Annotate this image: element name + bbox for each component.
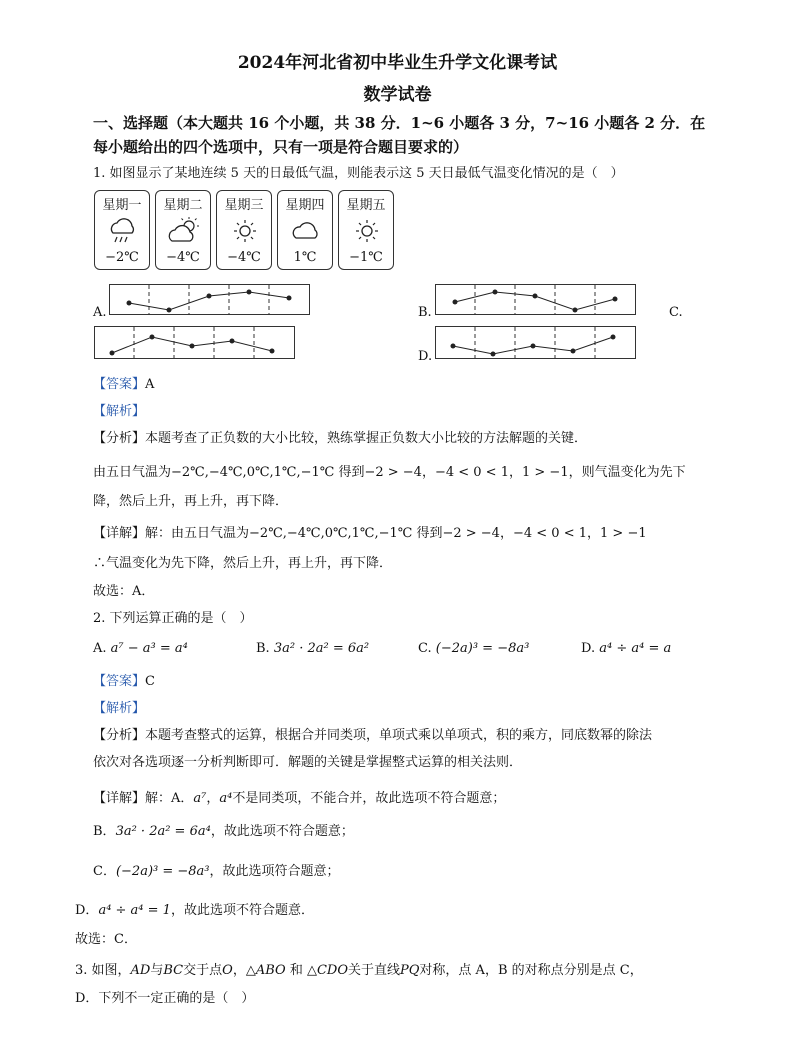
math: 3a² · 2a² = 6a⁴ bbox=[115, 824, 211, 839]
q2-choose: 故选：C． bbox=[75, 932, 137, 947]
math: 1 > −1 bbox=[522, 465, 569, 480]
text: 解：A． bbox=[145, 791, 194, 806]
q1-explain-line2: 降，然后上升，再上升，再下降． bbox=[93, 494, 289, 509]
q1-analysis-label: 【解析】 bbox=[93, 404, 146, 419]
text: B． bbox=[93, 824, 116, 839]
q1-option-a-label: A. bbox=[93, 305, 107, 320]
text: 得到 bbox=[416, 526, 443, 541]
weather-card-mon bbox=[94, 190, 150, 270]
q2-stem: 2. 下列运算正确的是（ ） bbox=[93, 611, 253, 626]
answer-label: 【答案】 bbox=[93, 377, 146, 392]
text: 关于直线 bbox=[348, 963, 401, 978]
weather-card-fri bbox=[338, 190, 394, 270]
q1-fenxi bbox=[93, 427, 587, 446]
section-header-line2: 每小题给出的四个选项中，只有一项是符合题目要求的） bbox=[93, 138, 469, 156]
text: ，故此选项不符合题意． bbox=[170, 903, 314, 918]
q1-option-a-graph bbox=[109, 284, 311, 316]
detail-label: 【详解】 bbox=[93, 526, 146, 541]
cloud-icon bbox=[290, 217, 322, 245]
q2-detail-d bbox=[75, 899, 314, 918]
q1-detail-line2: ∴气温变化为先下降，然后上升，再上升，再下降． bbox=[93, 556, 393, 571]
day-temp: −4℃ bbox=[166, 250, 200, 265]
text: ，则气温变化为先下 bbox=[568, 465, 686, 480]
section-header-line1: 一、选择题（本大题共 16 个小题，共 38 分．1~6 小题各 3 分，7~16 小题各 2 分．在 bbox=[93, 114, 706, 132]
text: 解：由五日气温为 bbox=[145, 526, 250, 541]
answer-value: C bbox=[145, 674, 155, 689]
q1-answer bbox=[93, 373, 154, 392]
q3-stem-line1 bbox=[75, 959, 643, 978]
q1-option-b-graph bbox=[435, 284, 637, 316]
math: −4 < 0 < 1 bbox=[434, 465, 509, 480]
q1-option-c-label: C. bbox=[669, 305, 683, 320]
weather-card-tue bbox=[155, 190, 211, 270]
day-name: 星期三 bbox=[224, 198, 264, 213]
q2-option-b bbox=[256, 641, 369, 656]
math: 1 > −1 bbox=[600, 526, 647, 541]
day-name: 星期一 bbox=[102, 198, 142, 213]
exam-title: 2024年河北省初中毕业生升学文化课考试 bbox=[237, 53, 558, 73]
day-name: 星期二 bbox=[163, 198, 203, 213]
q2-option-d bbox=[581, 641, 671, 656]
day-temp: −4℃ bbox=[227, 250, 261, 265]
q1-option-d-graph bbox=[435, 326, 637, 360]
math: PQ bbox=[400, 963, 420, 978]
q1-option-c-graph bbox=[94, 326, 296, 360]
text: ， bbox=[232, 963, 246, 978]
text: 3. 如图， bbox=[75, 963, 131, 978]
math: a⁴ ÷ a⁴ = a bbox=[599, 641, 672, 656]
label: C. bbox=[418, 641, 432, 656]
text: 不是同类项，不能合并，故此选项不符合题意； bbox=[232, 791, 506, 806]
q2-option-a bbox=[93, 641, 188, 656]
answer-value: A bbox=[145, 377, 155, 392]
weather-card-thu bbox=[277, 190, 333, 270]
q2-fenxi-line2: 依次对各选项逐一分析判断即可．解题的关键是掌握整式运算的相关法则． bbox=[93, 755, 523, 770]
text: 与 bbox=[150, 963, 164, 978]
text: 对称，点 A，B 的对称点分别是点 C， bbox=[419, 963, 643, 978]
day-temp: 1℃ bbox=[293, 250, 317, 265]
q2-detail-c bbox=[93, 860, 340, 879]
sun-icon bbox=[351, 217, 383, 245]
q1-option-b-label: B. bbox=[418, 305, 432, 320]
math: −4 < 0 < 1 bbox=[512, 526, 587, 541]
fenxi-text: 本题考查了正负数的大小比较，熟练掌握正负数大小比较的方法解题的关键． bbox=[145, 431, 588, 446]
text: 和 bbox=[289, 963, 303, 978]
math: BC bbox=[163, 963, 184, 978]
math: (−2a)³ = −8a³ bbox=[115, 864, 210, 879]
q1-choose: 故选：A． bbox=[93, 584, 155, 599]
q2-analysis-label: 【解析】 bbox=[93, 701, 146, 716]
sun-icon bbox=[229, 217, 261, 245]
math: −2 > −4 bbox=[442, 526, 500, 541]
q3-stem-line2: D．下列不一定正确的是（ ） bbox=[75, 991, 255, 1006]
day-name: 星期五 bbox=[346, 198, 386, 213]
rain-cloud-icon bbox=[107, 217, 139, 245]
detail-label: 【详解】 bbox=[93, 791, 146, 806]
sun-cloud-icon bbox=[168, 217, 202, 245]
math: AD bbox=[130, 963, 151, 978]
fenxi-label: 【分析】 bbox=[93, 728, 146, 743]
weather-card-wed bbox=[216, 190, 272, 270]
math: a⁴ bbox=[219, 791, 233, 806]
day-temp: −1℃ bbox=[349, 250, 383, 265]
q2-detail-a: 【详解】解：A．a⁷，a⁴不是同类项，不能合并，故此选项不符合题意； bbox=[93, 791, 506, 806]
text: 交于点 bbox=[183, 963, 223, 978]
text: 得到 bbox=[338, 465, 365, 480]
q1-explain-line1: 由五日气温为−2℃,−4℃,0℃,1℃,−1℃ 得到−2 > −4，−4 < 0 < 1，1 > −1，则气温变化为先下 bbox=[93, 465, 686, 480]
math: −2 > −4 bbox=[364, 465, 422, 480]
math: △CDO bbox=[306, 963, 348, 978]
q1-detail-line1: 【详解】解：由五日气温为−2℃,−4℃,0℃,1℃,−1℃ 得到−2 > −4，−4 < 0 < 1，1 > −1 bbox=[93, 526, 647, 541]
label: A. bbox=[93, 641, 107, 656]
q2-detail-b bbox=[93, 820, 354, 839]
math: a⁷ − a³ = a⁴ bbox=[110, 641, 188, 656]
math: △ABO bbox=[245, 963, 286, 978]
label: B. bbox=[256, 641, 270, 656]
day-temp: −2℃ bbox=[105, 250, 139, 265]
text: 由五日气温为 bbox=[93, 465, 172, 480]
day-name: 星期四 bbox=[285, 198, 325, 213]
text: D． bbox=[75, 903, 99, 918]
label: D. bbox=[581, 641, 596, 656]
text: C． bbox=[93, 864, 116, 879]
q1-option-d-label: D. bbox=[418, 349, 433, 364]
exam-subtitle: 数学试卷 bbox=[363, 85, 432, 105]
math: a⁴ ÷ a⁴ = 1 bbox=[98, 903, 171, 918]
text: ，故此选项不符合题意； bbox=[210, 824, 354, 839]
fenxi-text: 本题考查整式的运算，根据合并同类项，单项式乘以单项式，积的乘方，同底数幂的除法 bbox=[145, 728, 653, 743]
math: (−2a)³ = −8a³ bbox=[435, 641, 530, 656]
q2-option-c bbox=[418, 641, 529, 656]
text: ，故此选项符合题意； bbox=[209, 864, 340, 879]
math: 3a² · 2a² = 6a² bbox=[273, 641, 370, 656]
q2-fenxi-line1 bbox=[93, 724, 652, 743]
q1-stem: 1. 如图显示了某地连续 5 天的日最低气温，则能表示这 5 天日最低气温变化情况的是（ ） bbox=[93, 166, 624, 181]
math: O bbox=[222, 963, 233, 978]
answer-label: 【答案】 bbox=[93, 674, 146, 689]
temps-math: −2℃,−4℃,0℃,1℃,−1℃ bbox=[171, 465, 335, 480]
fenxi-label: 【分析】 bbox=[93, 431, 146, 446]
temps-math: −2℃,−4℃,0℃,1℃,−1℃ bbox=[249, 526, 413, 541]
math: a⁷ bbox=[193, 791, 207, 806]
q2-answer bbox=[93, 670, 155, 689]
